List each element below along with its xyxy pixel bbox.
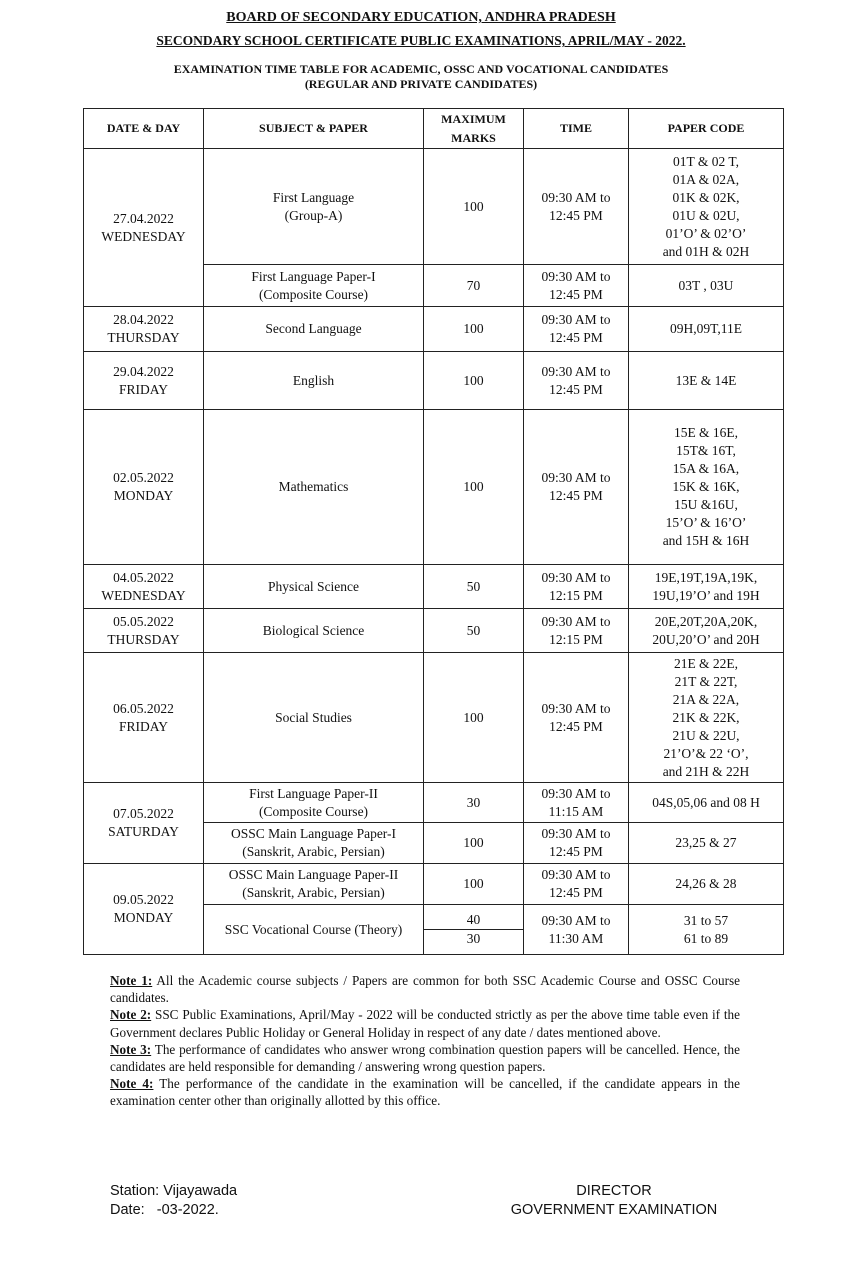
date-cell: 09.05.2022 MONDAY — [84, 864, 204, 955]
time-cell: 09:30 AM to 12:45 PM — [524, 352, 629, 410]
time-cell: 09:30 AM to 11:30 AM — [524, 905, 629, 955]
subject-cell: First Language (Group-A) — [204, 149, 424, 265]
time-cell: 09:30 AM to 12:15 PM — [524, 609, 629, 653]
time-cell: 09:30 AM to 12:45 PM — [524, 864, 629, 905]
time-cell: 09:30 AM to 12:45 PM — [524, 823, 629, 864]
table-row — [84, 653, 784, 783]
exam-timetable — [83, 108, 784, 955]
col-header-marks: MAXIMUM MARKS — [424, 109, 524, 149]
code-cell: 09H,09T,11E — [629, 307, 784, 352]
col-header-subject: SUBJECT & PAPER — [204, 109, 424, 149]
date-cell: 06.05.2022 FRIDAY — [84, 653, 204, 783]
note-label: Note 1: — [110, 973, 153, 988]
code-cell: 23,25 & 27 — [629, 823, 784, 864]
table-row — [84, 565, 784, 609]
note-text: SSC Public Examinations, April/May - 2022 will be conducted strictly as per the above time table even if the Government declares Public Holiday or General Holiday in respect of any date / dates mentioned above. — [110, 1007, 740, 1040]
col-header-date: DATE & DAY — [84, 109, 204, 149]
subject-cell: First Language Paper-I (Composite Course) — [204, 265, 424, 307]
code-cell: 24,26 & 28 — [629, 864, 784, 905]
board-title: BOARD OF SECONDARY EDUCATION, ANDHRA PRADESH — [226, 10, 616, 25]
col-header-code: PAPER CODE — [629, 109, 784, 149]
footer-signature — [480, 1182, 748, 1220]
time-cell: 09:30 AM to 11:15 AM — [524, 783, 629, 823]
code-cell: 21E & 22E, 21T & 22T, 21A & 22A, 21K & 22K, 21U & 22U, 21’O’& 22 ‘O’, and 21H & 22H — [629, 653, 784, 783]
time-cell: 09:30 AM to 12:45 PM — [524, 265, 629, 307]
time-cell: 09:30 AM to 12:45 PM — [524, 410, 629, 565]
marks-cell: 50 — [424, 565, 524, 609]
subject-cell: Physical Science — [204, 565, 424, 609]
marks-cell: 100 — [424, 864, 524, 905]
subject-cell: OSSC Main Language Paper-I (Sanskrit, Arabic, Persian) — [204, 823, 424, 864]
marks-cell: 40 — [424, 911, 523, 930]
date-cell: 29.04.2022 FRIDAY — [84, 352, 204, 410]
code-cell: 20E,20T,20A,20K, 20U,20’O’ and 20H — [629, 609, 784, 653]
date-cell: 05.05.2022 THURSDAY — [84, 609, 204, 653]
marks-cell: 100 — [424, 410, 524, 565]
note-1 — [110, 972, 740, 1006]
note-4 — [110, 1075, 740, 1109]
date-cell: 02.05.2022 MONDAY — [84, 410, 204, 565]
code-cell: 04S,05,06 and 08 H — [629, 783, 784, 823]
note-text: All the Academic course subjects / Papers are common for both SSC Academic Course and OSSC Course candidates. — [110, 973, 740, 1006]
subject-cell: OSSC Main Language Paper-II (Sanskrit, Arabic, Persian) — [204, 864, 424, 905]
department-text: GOVERNMENT EXAMINATION — [510, 1202, 718, 1218]
code-cell: 15E & 16E, 15T& 16T, 15A & 16A, 15K & 16K, 15U &16U, 15’O’ & 16’O’ and 15H & 16H — [629, 410, 784, 565]
marks-cell: 30 — [466, 931, 481, 946]
subject-cell: English — [204, 352, 424, 410]
note-text: The performance of candidates who answer wrong combination question papers will be cancelled. Hence, the candidates are held responsible for demanding / answering wrong question papers. — [110, 1041, 740, 1075]
footer-left — [110, 1182, 237, 1220]
time-cell: 09:30 AM to 12:45 PM — [524, 149, 629, 265]
time-cell: 09:30 AM to 12:15 PM — [524, 565, 629, 609]
date-cell: 27.04.2022 WEDNESDAY — [84, 149, 204, 307]
candidates-subtitle: (REGULAR AND PRIVATE CANDIDATES) — [304, 77, 538, 91]
marks-cell: 100 — [424, 307, 524, 352]
marks-cell: 30 — [424, 783, 524, 823]
subject-cell: Biological Science — [204, 609, 424, 653]
note-2 — [110, 1006, 740, 1040]
marks-cell: 100 — [424, 823, 524, 864]
subject-cell: Social Studies — [204, 653, 424, 783]
time-cell: 09:30 AM to 12:45 PM — [524, 653, 629, 783]
note-label: Note 3: — [110, 1041, 152, 1057]
table-row — [84, 307, 784, 352]
subject-cell: Mathematics — [204, 410, 424, 565]
date-cell: 28.04.2022 THURSDAY — [84, 307, 204, 352]
note-label: Note 2: — [110, 1007, 152, 1023]
note-label: Note 4: — [110, 1076, 154, 1092]
marks-cell: 50 — [424, 609, 524, 653]
note-text: The performance of the candidate in the examination will be cancelled, if the candidate appears in the examination center other than originally allotted by this office. — [110, 1076, 740, 1109]
marks-cell: 100 — [424, 653, 524, 783]
subject-cell: Second Language — [204, 307, 424, 352]
date-cell: 07.05.2022 SATURDAY — [84, 783, 204, 864]
code-cell: 31 to 57 61 to 89 — [629, 905, 784, 955]
code-cell: 13E & 14E — [629, 352, 784, 410]
date-cell: 04.05.2022 WEDNESDAY — [84, 565, 204, 609]
subject-cell: SSC Vocational Course (Theory) — [204, 905, 424, 955]
notes-section — [110, 972, 740, 1110]
table-row — [84, 149, 784, 265]
subject-cell: First Language Paper-II (Composite Course) — [204, 783, 424, 823]
date-text: Date: -03-2022. — [110, 1202, 219, 1218]
designation-text: DIRECTOR — [576, 1183, 652, 1199]
marks-cell: 70 — [424, 265, 524, 307]
table-row — [84, 352, 784, 410]
station-text: Station: Vijayawada — [110, 1183, 238, 1199]
table-row — [84, 410, 784, 565]
time-cell: 09:30 AM to 12:45 PM — [524, 307, 629, 352]
marks-cell: 100 — [424, 149, 524, 265]
code-cell: 03T , 03U — [629, 265, 784, 307]
col-header-time: TIME — [524, 109, 629, 149]
marks-split-cell — [424, 905, 524, 955]
code-cell: 19E,19T,19A,19K, 19U,19’O’ and 19H — [629, 565, 784, 609]
note-3 — [110, 1041, 740, 1075]
table-row — [84, 783, 784, 823]
table-row — [84, 864, 784, 905]
timetable-subtitle: EXAMINATION TIME TABLE FOR ACADEMIC, OSSC AND VOCATIONAL CANDIDATES — [173, 62, 669, 76]
table-row — [84, 609, 784, 653]
marks-cell: 100 — [424, 352, 524, 410]
code-cell: 01T & 02 T, 01A & 02A, 01K & 02K, 01U & 02U, 01’O’ & 02’O’ and 01H & 02H — [629, 149, 784, 265]
exam-title: SECONDARY SCHOOL CERTIFICATE PUBLIC EXAMINATIONS, APRIL/MAY - 2022. — [156, 33, 686, 48]
